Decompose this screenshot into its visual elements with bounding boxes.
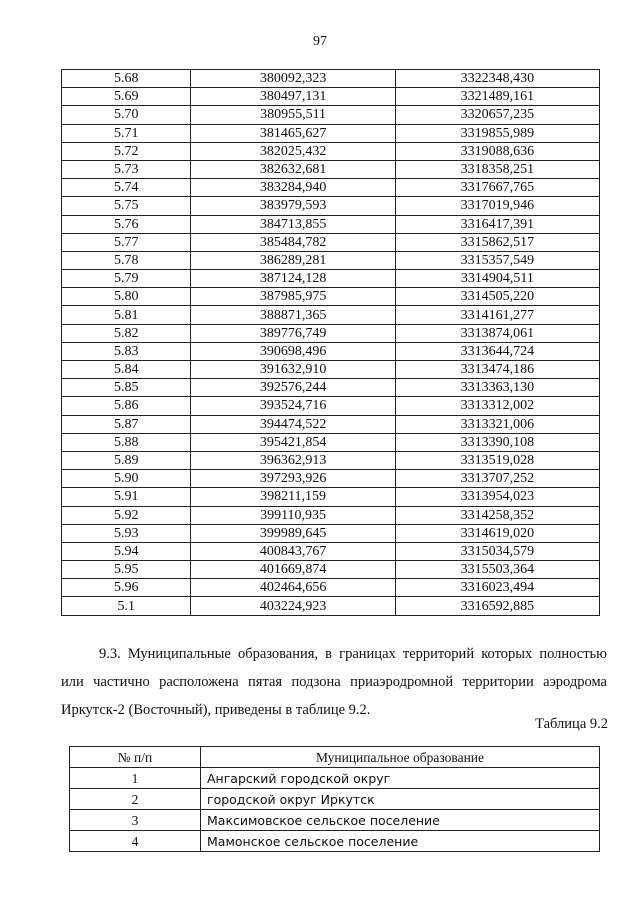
point-number-cell: 5.88 — [62, 433, 191, 451]
table-row — [62, 433, 600, 451]
x-coordinate-cell: 380955,511 — [191, 106, 395, 124]
x-coordinate-cell: 381465,627 — [191, 124, 395, 142]
table-row — [62, 142, 600, 160]
column-header-number: № п/п — [70, 747, 201, 768]
point-number-cell: 5.73 — [62, 160, 191, 178]
point-number-cell: 5.84 — [62, 361, 191, 379]
y-coordinate-cell: 3322348,430 — [395, 70, 599, 88]
y-coordinate-cell: 3313644,724 — [395, 342, 599, 360]
point-number-cell: 5.78 — [62, 251, 191, 269]
y-coordinate-cell: 3313312,002 — [395, 397, 599, 415]
point-number-cell: 5.91 — [62, 488, 191, 506]
y-coordinate-cell: 3313363,130 — [395, 379, 599, 397]
point-number-cell: 5.80 — [62, 288, 191, 306]
table-row — [62, 488, 600, 506]
table-row — [62, 415, 600, 433]
point-number-cell: 5.79 — [62, 270, 191, 288]
table-row — [62, 124, 600, 142]
x-coordinate-cell: 389776,749 — [191, 324, 395, 342]
y-coordinate-cell: 3313874,061 — [395, 324, 599, 342]
table-caption: Таблица 9.2 — [535, 716, 608, 732]
y-coordinate-cell: 3314258,352 — [395, 506, 599, 524]
x-coordinate-cell: 403224,923 — [191, 597, 395, 615]
table-row — [62, 288, 600, 306]
table-row — [62, 324, 600, 342]
row-number-cell: 2 — [70, 789, 201, 810]
point-number-cell: 5.96 — [62, 579, 191, 597]
point-number-cell: 5.74 — [62, 179, 191, 197]
x-coordinate-cell: 390698,496 — [191, 342, 395, 360]
y-coordinate-cell: 3320657,235 — [395, 106, 599, 124]
table-row — [62, 597, 600, 615]
y-coordinate-cell: 3313474,186 — [395, 361, 599, 379]
y-coordinate-cell: 3314161,277 — [395, 306, 599, 324]
x-coordinate-cell: 400843,767 — [191, 542, 395, 560]
y-coordinate-cell: 3313390,108 — [395, 433, 599, 451]
x-coordinate-cell: 398211,159 — [191, 488, 395, 506]
table-row — [70, 831, 600, 852]
table-row — [62, 197, 600, 215]
table-row — [62, 342, 600, 360]
x-coordinate-cell: 394474,522 — [191, 415, 395, 433]
table-row — [62, 251, 600, 269]
x-coordinate-cell: 391632,910 — [191, 361, 395, 379]
table-row — [62, 160, 600, 178]
x-coordinate-cell: 401669,874 — [191, 561, 395, 579]
coordinates-table-body — [62, 70, 600, 616]
point-number-cell: 5.77 — [62, 233, 191, 251]
y-coordinate-cell: 3315357,549 — [395, 251, 599, 269]
table-row — [70, 789, 600, 810]
municipality-name-cell: городской округ Иркутск — [201, 789, 600, 810]
table-row — [62, 397, 600, 415]
point-number-cell: 5.81 — [62, 306, 191, 324]
y-coordinate-cell: 3316023,494 — [395, 579, 599, 597]
x-coordinate-cell: 388871,365 — [191, 306, 395, 324]
y-coordinate-cell: 3315034,579 — [395, 542, 599, 560]
point-number-cell: 5.89 — [62, 451, 191, 469]
table-row — [70, 810, 600, 831]
x-coordinate-cell: 386289,281 — [191, 251, 395, 269]
point-number-cell: 5.76 — [62, 215, 191, 233]
municipalities-table — [69, 746, 600, 852]
y-coordinate-cell: 3313519,028 — [395, 451, 599, 469]
point-number-cell: 5.94 — [62, 542, 191, 560]
table-row — [62, 233, 600, 251]
municipality-name-cell: Максимовское сельское поселение — [201, 810, 600, 831]
table-row — [62, 106, 600, 124]
municipalities-table-body — [70, 768, 600, 852]
y-coordinate-cell: 3315503,364 — [395, 561, 599, 579]
y-coordinate-cell: 3317019,946 — [395, 197, 599, 215]
y-coordinate-cell: 3314904,511 — [395, 270, 599, 288]
point-number-cell: 5.93 — [62, 524, 191, 542]
table-row — [70, 768, 600, 789]
point-number-cell: 5.70 — [62, 106, 191, 124]
y-coordinate-cell: 3316417,391 — [395, 215, 599, 233]
table-row — [62, 524, 600, 542]
table-row — [62, 270, 600, 288]
table-row — [62, 470, 600, 488]
point-number-cell: 5.87 — [62, 415, 191, 433]
x-coordinate-cell: 380092,323 — [191, 70, 395, 88]
point-number-cell: 5.75 — [62, 197, 191, 215]
x-coordinate-cell: 380497,131 — [191, 88, 395, 106]
table-row — [62, 306, 600, 324]
y-coordinate-cell: 3314619,020 — [395, 524, 599, 542]
x-coordinate-cell: 384713,855 — [191, 215, 395, 233]
point-number-cell: 5.71 — [62, 124, 191, 142]
x-coordinate-cell: 393524,716 — [191, 397, 395, 415]
y-coordinate-cell: 3317667,765 — [395, 179, 599, 197]
y-coordinate-cell: 3319088,636 — [395, 142, 599, 160]
municipality-name-cell: Ангарский городской округ — [201, 768, 600, 789]
table-row — [62, 506, 600, 524]
table-row — [62, 579, 600, 597]
table-row — [62, 451, 600, 469]
point-number-cell: 5.69 — [62, 88, 191, 106]
point-number-cell: 5.83 — [62, 342, 191, 360]
table-row — [62, 179, 600, 197]
x-coordinate-cell: 396362,913 — [191, 451, 395, 469]
x-coordinate-cell: 387985,975 — [191, 288, 395, 306]
y-coordinate-cell: 3313707,252 — [395, 470, 599, 488]
table-header-row — [70, 747, 600, 768]
point-number-cell: 5.82 — [62, 324, 191, 342]
x-coordinate-cell: 382632,681 — [191, 160, 395, 178]
municipality-name-cell: Мамонское сельское поселение — [201, 831, 600, 852]
point-number-cell: 5.68 — [62, 70, 191, 88]
table-row — [62, 542, 600, 560]
y-coordinate-cell: 3318358,251 — [395, 160, 599, 178]
y-coordinate-cell: 3321489,161 — [395, 88, 599, 106]
row-number-cell: 4 — [70, 831, 201, 852]
y-coordinate-cell: 3313321,006 — [395, 415, 599, 433]
x-coordinate-cell: 385484,782 — [191, 233, 395, 251]
x-coordinate-cell: 399110,935 — [191, 506, 395, 524]
point-number-cell: 5.72 — [62, 142, 191, 160]
x-coordinate-cell: 382025,432 — [191, 142, 395, 160]
table-row — [62, 379, 600, 397]
column-header-municipality: Муниципальное образование — [201, 747, 600, 768]
y-coordinate-cell: 3316592,885 — [395, 597, 599, 615]
page-number: 97 — [313, 34, 327, 49]
table-row — [62, 215, 600, 233]
x-coordinate-cell: 383284,940 — [191, 179, 395, 197]
x-coordinate-cell: 383979,593 — [191, 197, 395, 215]
table-row — [62, 561, 600, 579]
y-coordinate-cell: 3314505,220 — [395, 288, 599, 306]
paragraph-text: 9.3. Муниципальные образования, в границах территорий которых полностью или частично расположена пятая подзона приаэродромной территории аэродрома Иркутск-2 (Восточный), приведены в таблице 9.2. — [61, 646, 607, 718]
row-number-cell: 1 — [70, 768, 201, 789]
point-number-cell: 5.90 — [62, 470, 191, 488]
x-coordinate-cell: 392576,244 — [191, 379, 395, 397]
y-coordinate-cell: 3319855,989 — [395, 124, 599, 142]
point-number-cell: 5.1 — [62, 597, 191, 615]
point-number-cell: 5.86 — [62, 397, 191, 415]
table-row — [62, 70, 600, 88]
x-coordinate-cell: 395421,854 — [191, 433, 395, 451]
point-number-cell: 5.85 — [62, 379, 191, 397]
table-row — [62, 88, 600, 106]
coordinates-table — [61, 69, 600, 616]
row-number-cell: 3 — [70, 810, 201, 831]
x-coordinate-cell: 397293,926 — [191, 470, 395, 488]
y-coordinate-cell: 3315862,517 — [395, 233, 599, 251]
table-row — [62, 361, 600, 379]
x-coordinate-cell: 387124,128 — [191, 270, 395, 288]
y-coordinate-cell: 3313954,023 — [395, 488, 599, 506]
x-coordinate-cell: 402464,656 — [191, 579, 395, 597]
point-number-cell: 5.95 — [62, 561, 191, 579]
x-coordinate-cell: 399989,645 — [191, 524, 395, 542]
point-number-cell: 5.92 — [62, 506, 191, 524]
section-paragraph — [61, 640, 607, 724]
